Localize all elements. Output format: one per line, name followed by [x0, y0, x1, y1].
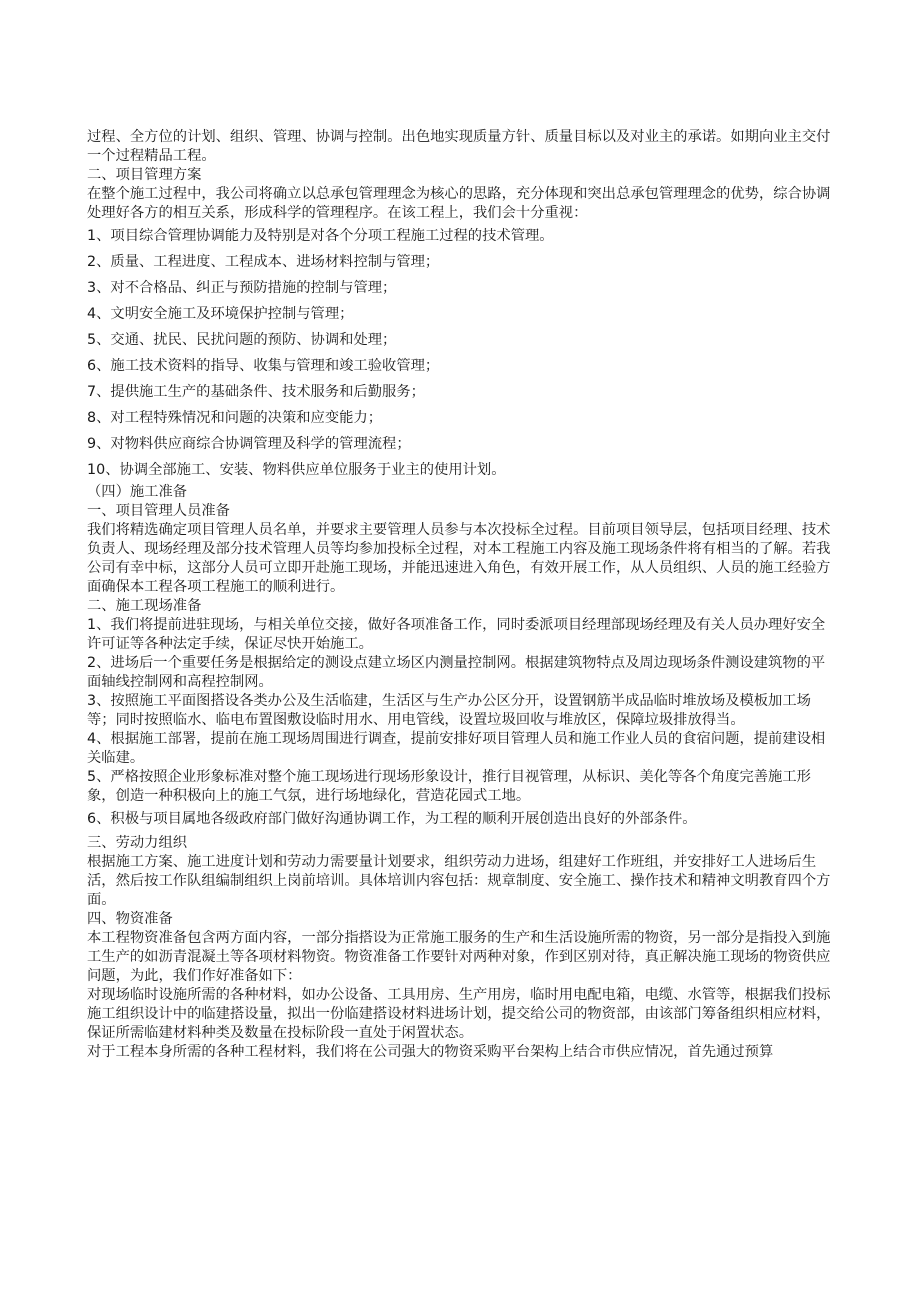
management-item: 5、交通、扰民、民扰问题的预防、协调和处理；	[87, 332, 397, 348]
intro-paragraph: 过程、全方位的计划、组织、管理、协调与控制。出色地实现质量方针、质量目标以及对业主的承诺。如期向业主交付一个过程精品工程。	[87, 129, 831, 164]
labor-paragraph: 根据施工方案、施工进度计划和劳动力需要量计划要求，组织劳动力进场，组建好工作班组，并安排好工人进场后生活，然后按工作队组编制组织上岗前培训。具体培训内容包括：规章制度、安全施工、操作技术和精神文明教育四个方面。	[87, 854, 831, 908]
document-page	[87, 128, 837, 1062]
staff-paragraph: 我们将精选确定项目管理人员名单，并要求主要管理人员参与本次投标全过程。目前项目领导层，包括项目经理、技术负责人、现场经理及部分技术管理人员等均参加投标全过程，对本工程施工内容及施工现场条件将有相当的了解。若我公司有幸中标，这部分人员可立即开赴施工现场，并能迅速进入角色，有效开展工作，从人员组织、人员的施工经验方面确保本工程各项工程施工的顺利进行。	[87, 522, 831, 595]
subheading-labor: 三、劳动力组织	[87, 835, 188, 851]
material-paragraph: 对于工程本身所需的各种工程材料，我们将在公司强大的物资采购平台架构上结合市供应情况，首先通过预算	[87, 1044, 774, 1060]
management-item: 6、施工技术资料的指导、收集与管理和竣工验收管理；	[87, 358, 440, 374]
management-item: 4、文明安全施工及环境保护控制与管理；	[87, 306, 354, 322]
section-heading-preparation: （四）施工准备	[87, 484, 188, 500]
management-item: 1、项目综合管理协调能力及特别是对各个分项工程施工过程的技术管理。	[87, 228, 554, 244]
subheading-staff: 一、项目管理人员准备	[87, 503, 230, 519]
management-item: 8、对工程特殊情况和问题的决策和应变能力；	[87, 410, 383, 426]
site-item: 6、积极与项目属地各级政府部门做好沟通协调工作，为工程的顺利开展创造出良好的外部条件。	[87, 811, 697, 827]
material-paragraph: 对现场临时设施所需的各种材料，如办公设备、工具用房、生产用房，临时用电配电箱，电缆、水管等，根据我们投标施工组织设计中的临建搭设量，拟出一份临建搭设材料进场计划，提交给公司的物资部，由该部门筹备组织相应材料，保证所需临建材料种类及数量在投标阶段一直处于闲置状态。	[87, 987, 831, 1041]
management-item: 2、质量、工程进度、工程成本、进场材料控制与管理；	[87, 254, 440, 270]
management-paragraph: 在整个施工过程中，我公司将确立以总承包管理理念为核心的思路，充分体现和突出总承包管理理念的优势，综合协调处理好各方的相互关系，形成科学的管理程序。在该工程上，我们会十分重视：	[87, 186, 831, 221]
management-item: 7、提供施工生产的基础条件、技术服务和后勤服务；	[87, 384, 425, 400]
management-item: 9、对物料供应商综合协调管理及科学的管理流程；	[87, 436, 411, 452]
site-item: 1、我们将提前进驻现场，与相关单位交接，做好各项准备工作，同时委派项目经理部现场经理及有关人员办理好安全许可证等各种法定手续，保证尽快开始施工。	[87, 617, 826, 652]
management-item: 10、协调全部施工、安装、物料供应单位服务于业主的使用计划。	[87, 462, 506, 478]
subheading-material: 四、物资准备	[87, 911, 173, 927]
site-item: 2、进场后一个重要任务是根据给定的测设点建立场区内测量控制网。根据建筑物特点及周边现场条件测设建筑物的平面轴线控制网和高程控制网。	[87, 655, 826, 690]
site-item: 3、按照施工平面图搭设各类办公及生活临建，生活区与生产办公区分开，设置钢筋半成品临时堆放场及模板加工场等；同时按照临水、临电布置图敷设临时用水、用电管线，设置垃圾回收与堆放区，保障垃圾排放得当。	[87, 693, 811, 728]
site-item: 4、根据施工部署，提前在施工现场周围进行调查，提前安排好项目管理人员和施工作业人员的食宿问题，提前建设相关临建。	[87, 731, 826, 766]
management-item: 3、对不合格品、纠正与预防措施的控制与管理；	[87, 280, 397, 296]
section-heading-management: 二、项目管理方案	[87, 167, 202, 183]
material-paragraph: 本工程物资准备包含两方面内容，一部分指搭设为正常施工服务的生产和生活设施所需的物资，另一部分是指投入到施工生产的如沥青混凝土等各项材料物资。物资准备工作要针对两种对象，作到区别对待，真正解决施工现场的物资供应问题，为此，我们作好准备如下：	[87, 930, 831, 984]
subheading-site: 二、施工现场准备	[87, 598, 202, 614]
site-item: 5、严格按照企业形象标准对整个施工现场进行现场形象设计，推行目视管理，从标识、美化等各个角度完善施工形象，创造一种积极向上的施工气氛，进行场地绿化，营造花园式工地。	[87, 769, 811, 804]
